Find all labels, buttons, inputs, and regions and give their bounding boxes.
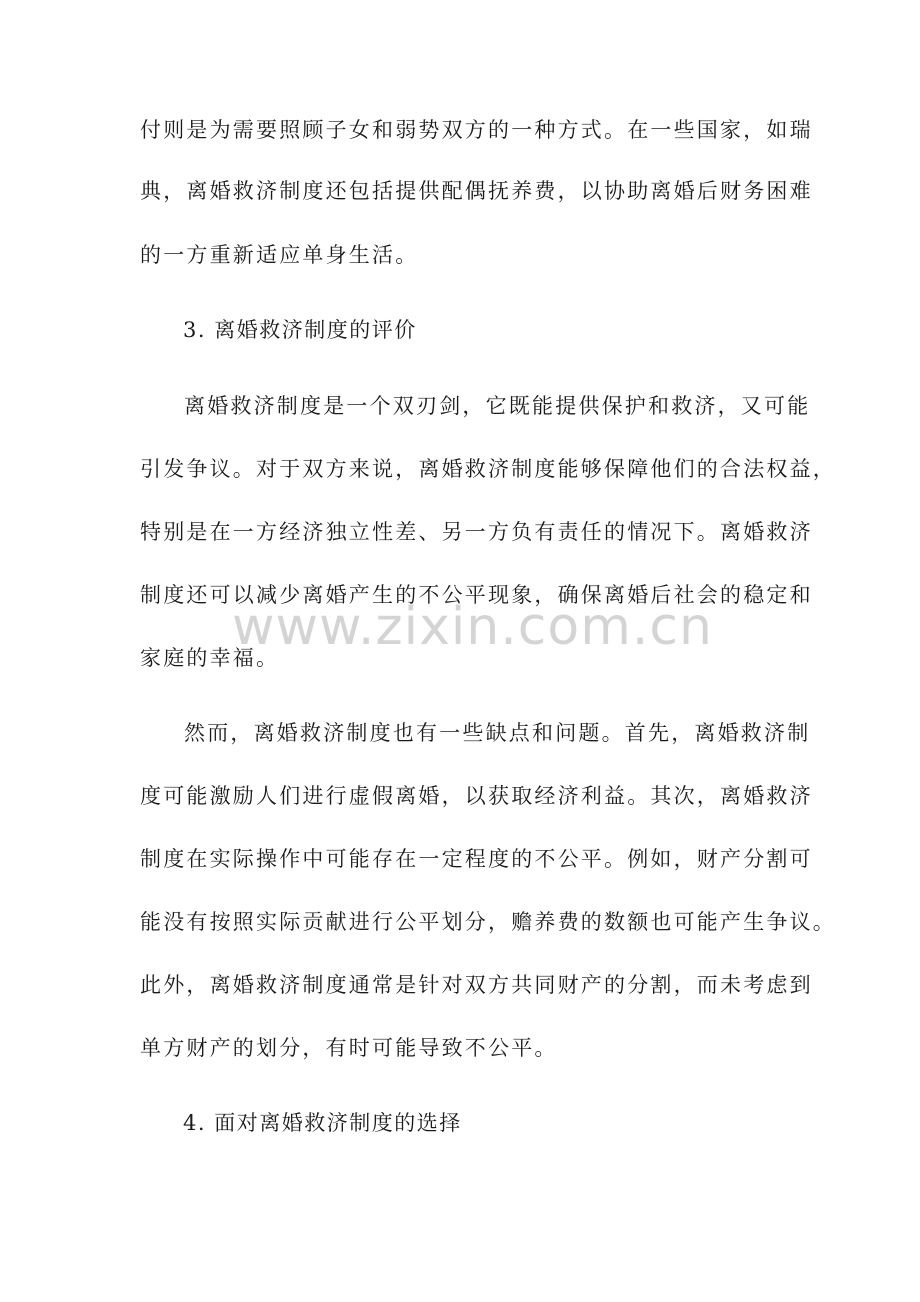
paragraph-line: 付则是为需要照顾子女和弱势双方的一种方式。在一些国家，如瑞 xyxy=(140,118,813,142)
paragraph-line: 能没有按照实际贡献进行公平划分，赡养费的数额也可能产生争议。 xyxy=(140,910,836,934)
paragraph-line: 然而，离婚救济制度也有一些缺点和问题。首先，离婚救济制 xyxy=(184,721,811,745)
paragraph-line: 制度还可以减少离婚产生的不公平现象，确保离婚后社会的稳定和 xyxy=(140,583,813,607)
section-heading-4: 4. 面对离婚救济制度的选择 xyxy=(183,1111,462,1135)
paragraph-line: 单方财产的划分，有时可能导致不公平。 xyxy=(140,1036,558,1060)
section-heading-3: 3. 离婚救济制度的评价 xyxy=(183,318,417,342)
paragraph-line: 度可能激励人们进行虚假离婚，以获取经济利益。其次，离婚救济 xyxy=(140,784,813,808)
paragraph-line: 制度在实际操作中可能存在一定程度的不公平。例如，财产分割可 xyxy=(140,847,813,871)
paragraph-line: 离婚救济制度是一个双刃剑，它既能提供保护和救济，又可能 xyxy=(184,394,811,418)
paragraph-line: 此外，离婚救济制度通常是针对双方共同财产的分割，而未考虑到 xyxy=(140,973,813,997)
paragraph-line: 典，离婚救济制度还包括提供配偶抚养费，以协助离婚后财务困难 xyxy=(140,179,813,203)
watermark: www.zixin.com.cn xyxy=(232,597,713,657)
paragraph-line: 引发争议。对于双方来说，离婚救济制度能够保障他们的合法权益， xyxy=(140,457,836,481)
paragraph-line: 特别是在一方经济独立性差、另一方负有责任的情况下。离婚救济 xyxy=(140,520,813,544)
paragraph-line: 家庭的幸福。 xyxy=(140,646,280,670)
paragraph-line: 的一方重新适应单身生活。 xyxy=(140,243,419,267)
